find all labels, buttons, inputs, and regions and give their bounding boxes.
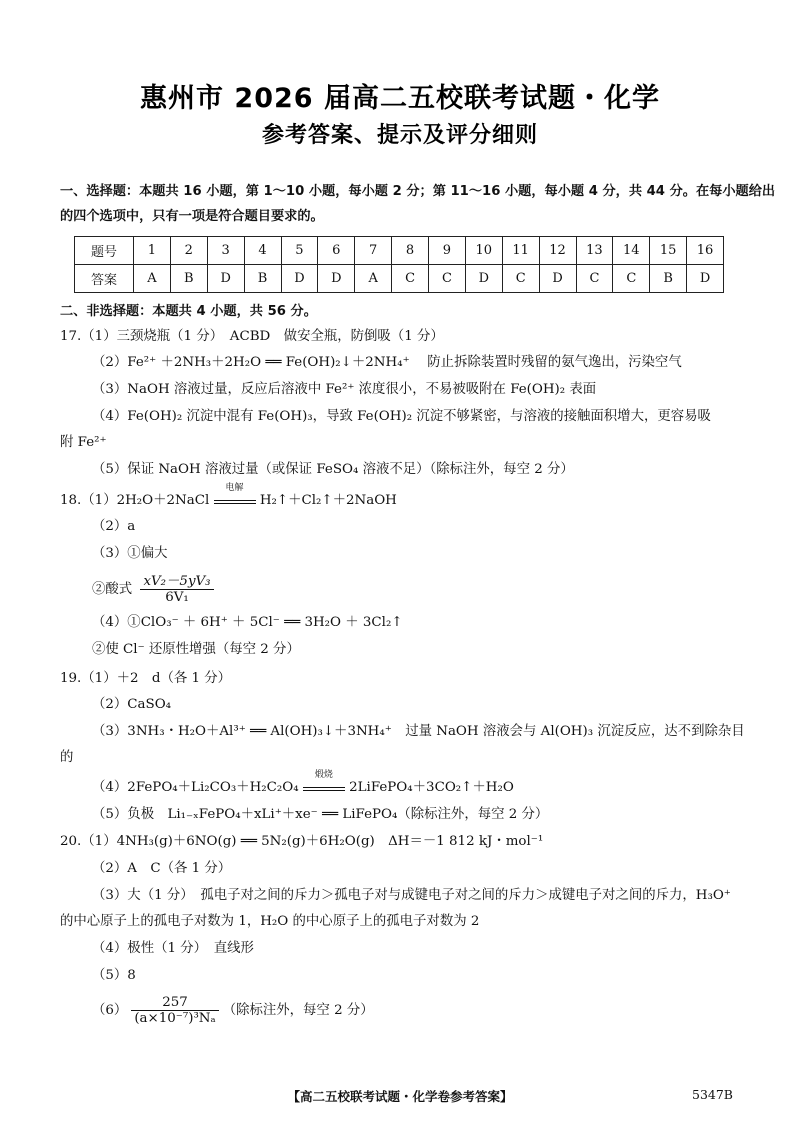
answer-cell: C (392, 265, 429, 293)
answer-cell: D (318, 265, 355, 293)
q20-fraction-denominator: (a×10⁻⁷)³Nₐ (134, 1011, 216, 1026)
question-number-cell: 7 (355, 237, 392, 265)
answer-cell: D (539, 265, 576, 293)
section2-heading: 二、非选择题：本题共 4 小题，共 56 分。 (60, 304, 317, 319)
table-row-label: 答案 (75, 265, 134, 293)
q20-part1: 20.（1）4NH₃(g)＋6NO(g) ══ 5N₂(g)＋6H₂O(g) ΔH＝－1 812 kJ・mol⁻¹ (60, 834, 544, 849)
q18-part1-reactants: 18.（1）2H₂O＋2NaCl (60, 493, 210, 508)
q19-part1: 19.（1）＋2 d（各 1 分） (60, 671, 232, 686)
q18-part4: （4）①ClO₃⁻ ＋ 6H⁺ ＋ 5Cl⁻ ══ 3H₂O ＋ 3Cl₂↑ (92, 615, 403, 630)
footer-label: 【高二五校联考试题・化学卷参考答案】 (287, 1089, 513, 1104)
section1-heading-line2: 的四个选项中，只有一项是符合题目要求的。 (60, 209, 324, 224)
q18-fraction-numerator: xV₂－5yV₃ (140, 574, 213, 590)
answer-cell: C (613, 265, 650, 293)
q17-part5: （5）保证 NaOH 溶液过量（或保证 FeSO₄ 溶液不足）（除标注外，每空 2 分） (92, 462, 574, 477)
answer-cell: A (134, 265, 171, 293)
q20-part6-prefix: （6） (92, 1003, 128, 1018)
q19-part4-reactants: （4）2FePO₄＋Li₂CO₃＋H₂C₂O₄ (92, 780, 299, 795)
q17-part1: 17.（1）三颈烧瓶（1 分） ACBD 做安全瓶，防倒吸（1 分） (60, 329, 444, 344)
double-line-icon (214, 500, 256, 504)
q17-part4-line2: 附 Fe²⁺ (60, 435, 107, 450)
q20-fraction (131, 995, 218, 1026)
answer-cell: D (687, 265, 724, 293)
answer-cell: B (650, 265, 687, 293)
question-number-cell: 12 (539, 237, 576, 265)
q19-reaction-condition: 煅烧 (314, 770, 333, 780)
page-title: 惠州市 2026 届高二五校联考试题・化学 (140, 83, 660, 114)
question-number-cell: 1 (134, 237, 171, 265)
q17-part2-note: 防止拆除装置时残留的氨气逸出，污染空气 (427, 355, 682, 370)
answer-cell: D (465, 265, 502, 293)
q18-part3b (92, 574, 740, 605)
q19-part5: （5）负极 Li₁₋ₓFePO₄＋xLi⁺＋xe⁻ ══ LiFePO₄（除标注外，每空 2 分） (92, 807, 549, 822)
answer-cell: C (502, 265, 539, 293)
q20-part3-line2: 的中心原子上的孤电子对数为 1，H₂O 的中心原子上的孤电子对数为 2 (60, 914, 480, 929)
q19-reaction-arrow (303, 770, 345, 791)
table-row-label: 题号 (75, 237, 134, 265)
q18-fraction (140, 574, 213, 605)
question-number-cell: 13 (576, 237, 613, 265)
question-number-cell: 8 (392, 237, 429, 265)
answer-cell: B (170, 265, 207, 293)
question-number-cell: 3 (207, 237, 244, 265)
q20-part3-line1: （3）大（1 分） 孤电子对之间的斥力＞孤电子对与成键电子对之间的斥力＞成键电子对之间的斥力，H₃O⁺ (92, 888, 731, 903)
q17-part3: （3）NaOH 溶液过量，反应后溶液中 Fe²⁺ 浓度很小，不易被吸附在 Fe(OH)₂ 表面 (92, 382, 597, 397)
section1-heading-line1: 一、选择题：本题共 16 小题，第 1～10 小题，每小题 2 分；第 11～16 小题，每小题 4 分，共 44 分。在每小题给出 (60, 184, 776, 199)
question-number-cell: 14 (613, 237, 650, 265)
q18-fraction-denominator: 6V₁ (165, 590, 189, 605)
question-number-cell: 10 (465, 237, 502, 265)
q18-reaction-arrow (214, 483, 256, 504)
double-line-icon (303, 787, 345, 791)
q18-part1-products: H₂↑＋Cl₂↑＋2NaOH (259, 493, 397, 508)
question-number-cell: 6 (318, 237, 355, 265)
q18-reaction-condition: 电解 (225, 483, 244, 493)
q20-part5: （5）8 (92, 968, 136, 983)
answer-table-answer-row (75, 265, 724, 293)
q19-part3-line1: （3）3NH₃・H₂O＋Al³⁺ ══ Al(OH)₃↓＋3NH₄⁺ 过量 NaOH 溶液会与 Al(OH)₃ 沉淀反应，达不到除杂目 (92, 724, 745, 739)
answer-table-number-row (75, 237, 724, 265)
answer-cell: A (355, 265, 392, 293)
q17-part2 (92, 354, 740, 372)
q18-part2: （2）a (92, 519, 136, 534)
question-number-cell: 16 (687, 237, 724, 265)
question-number-cell: 11 (502, 237, 539, 265)
q20-part4: （4）极性（1 分） 直线形 (92, 941, 254, 956)
q18-part3b-label: ②酸式 (92, 582, 133, 597)
q19-part3-line2: 的 (60, 750, 74, 765)
answer-cell: B (244, 265, 281, 293)
answer-cell: C (429, 265, 466, 293)
q20-part2: （2）A C（各 1 分） (92, 861, 232, 876)
q20-fraction-numerator: 257 (131, 995, 218, 1011)
q20-part6-suffix: （除标注外，每空 2 分） (222, 1003, 374, 1018)
q19-part4 (92, 770, 740, 797)
q17-part4-line1: （4）Fe(OH)₂ 沉淀中混有 Fe(OH)₃，导致 Fe(OH)₂ 沉淀不够紧密，与溶液的接触面积增大，更容易吸 (92, 409, 711, 424)
question-number-cell: 2 (170, 237, 207, 265)
q19-part2: （2）CaSO₄ (92, 697, 172, 712)
question-number-cell: 4 (244, 237, 281, 265)
answer-cell: D (281, 265, 318, 293)
answer-table (74, 236, 724, 293)
q17-part2-equation: （2）Fe²⁺ ＋2NH₃＋2H₂O ══ Fe(OH)₂↓＋2NH₄⁺ (92, 355, 410, 370)
question-number-cell: 15 (650, 237, 687, 265)
q18-part1 (60, 483, 740, 510)
question-number-cell: 5 (281, 237, 318, 265)
footer-code: 5347B (692, 1087, 733, 1102)
page-subtitle: 参考答案、提示及评分细则 (261, 123, 538, 148)
q18-part3: （3）①偏大 (92, 546, 168, 561)
answer-cell: D (207, 265, 244, 293)
q20-part6 (92, 995, 740, 1026)
q19-part4-products: 2LiFePO₄＋3CO₂↑＋H₂O (349, 780, 514, 795)
answer-cell: C (576, 265, 613, 293)
question-number-cell: 9 (429, 237, 466, 265)
q18-part4b: ②使 Cl⁻ 还原性增强（每空 2 分） (92, 642, 300, 657)
